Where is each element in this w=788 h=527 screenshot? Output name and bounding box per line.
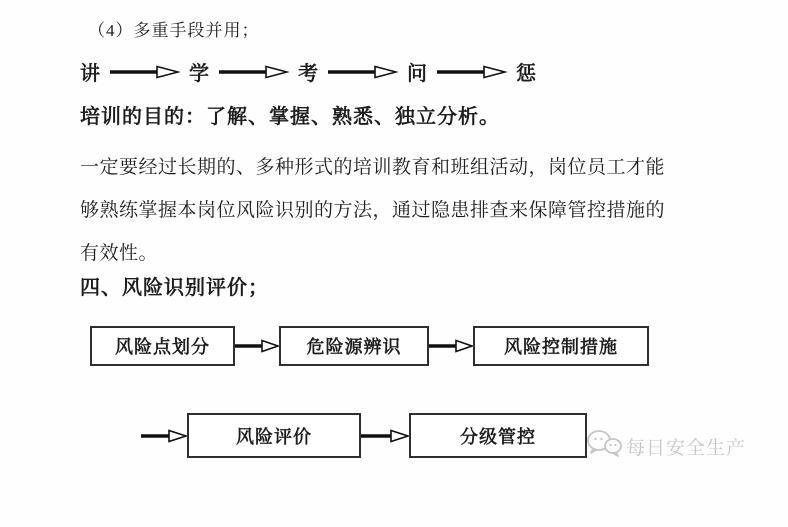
training-goal: 培训的目的：了解、掌握、熟悉、独立分析。 — [80, 106, 500, 128]
wechat-logo-icon — [586, 428, 622, 464]
flowchart-box-label: 风险评价 — [236, 426, 312, 447]
paragraph-line: 一定要经过长期的、多种形式的培训教育和班组活动，岗位员工才能 — [80, 157, 666, 178]
arrow-right-icon — [235, 339, 279, 353]
arrow-right-icon — [429, 339, 473, 353]
paragraph-line: 够熟练掌握本岗位风险识别的方法，通过隐患排查来保障管控措施的 — [80, 200, 666, 221]
body-paragraph — [80, 146, 680, 275]
arrow-right-icon — [218, 65, 289, 79]
flowchart-box-graded-control — [409, 413, 587, 458]
arrow-right-icon — [361, 429, 409, 443]
chain-step-xue: 学 — [189, 63, 209, 85]
chain-step-cheng: 惩 — [516, 63, 536, 85]
flowchart-row-1 — [90, 326, 649, 366]
arrow-right-icon — [109, 65, 180, 79]
watermark-text: 每日安全生产 — [626, 437, 747, 459]
flowchart-box-risk-evaluation — [187, 413, 361, 458]
watermark — [586, 428, 746, 464]
point-item-4: （4）多重手段并用； — [88, 21, 260, 40]
arrow-right-icon — [327, 65, 398, 79]
flowchart-box-label: 危险源辨识 — [306, 337, 402, 357]
arrow-right-icon — [436, 65, 507, 79]
flowchart-box-label: 风险控制措施 — [504, 337, 618, 357]
chain-step-jiang: 讲 — [80, 63, 100, 85]
flowchart-box-risk-point-division — [90, 326, 235, 366]
section-title: 四、风险识别评价； — [80, 277, 269, 299]
method-chain — [80, 57, 536, 86]
chain-step-kao: 考 — [298, 63, 318, 85]
flowchart-box-label: 风险点划分 — [115, 337, 210, 357]
paragraph-line: 有效性。 — [80, 243, 159, 264]
chain-step-wen: 问 — [407, 63, 427, 85]
flowchart-box-label: 分级管控 — [460, 426, 536, 447]
flowchart-box-hazard-identification — [279, 326, 429, 366]
arrow-right-icon — [141, 429, 187, 443]
flowchart-box-risk-control-measures — [473, 326, 649, 366]
flowchart-row-2 — [141, 413, 587, 458]
